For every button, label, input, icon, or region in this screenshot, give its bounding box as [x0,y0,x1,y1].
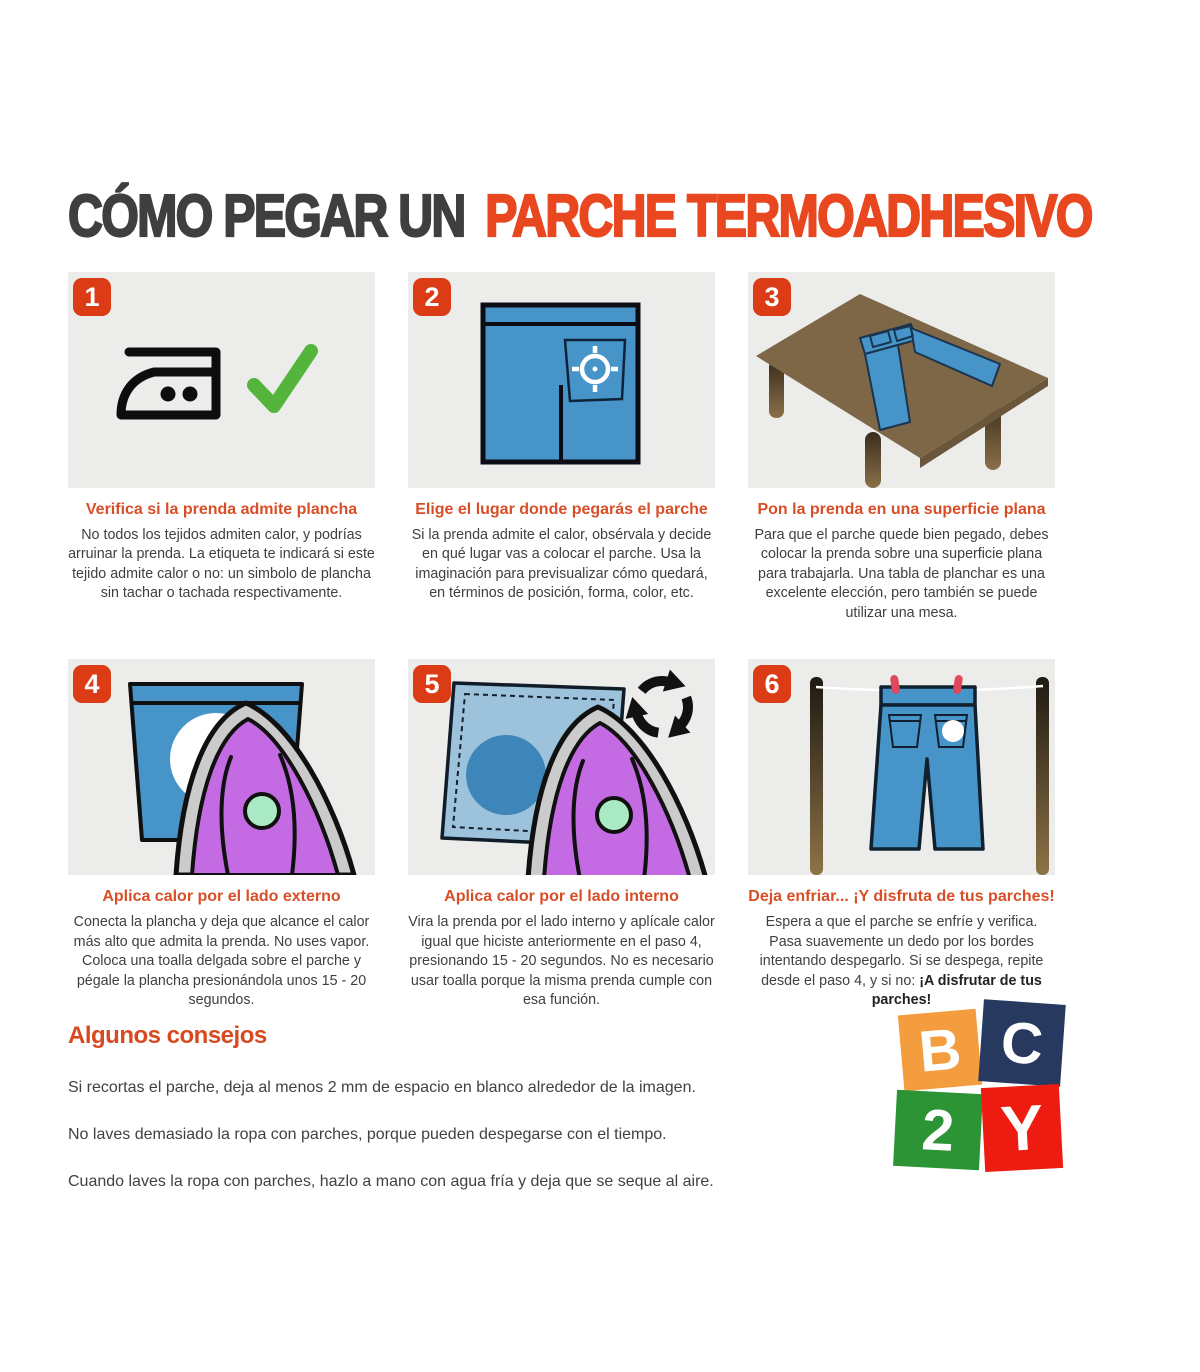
page-title-orange: PARCHE TERMOADHESIVO [485,182,1092,250]
logo-square-2 [893,1090,983,1170]
step-3-body: Para que el parche quede bien pegado, debes colocar la prenda sobre una superficie plana para trabajarla. Una tabla de planchar es una excelente elección, pero también se puede utilizar una mesa. [754,527,1049,621]
iron-on-patch-inner-icon [408,659,715,875]
patch-circle [942,720,964,742]
logo-letter-b: B [916,1015,964,1085]
step-4-heading: Aplica calor por el lado externo [102,888,341,906]
step-2-figure [408,272,715,488]
step-1 [68,272,375,623]
jeans-on-clothesline-icon [748,659,1055,875]
step-6-heading: Deja enfriar... ¡Y disfruta de tus parches! [748,888,1055,906]
step-6 [748,659,1055,1010]
iron-on-patch-outer-icon [68,659,375,875]
step-3-badge: 3 [753,278,791,316]
step-5-badge: 5 [413,665,451,703]
step-1-body: No todos los tejidos admiten calor, y podrías arruinar la prenda. La etiqueta te indicará si este tejido admite calor o no: un simbolo de plancha sin tachar o tachada respectivamente. [68,527,375,602]
step-6-body-bold: ¡A disfrutar de tus parches! [871,972,1042,1008]
step-4-body: Conecta la plancha y deja que alcance el calor más alto que admita la prenda. No uses vapor. Coloca una toalla delgada sobre el parche y pégale la plancha presionándola unos 15 - 20 segundos. [73,914,370,1008]
page-title-black: CÓMO PEGAR UN [68,182,465,250]
page-title [68,181,1200,250]
iron-care-symbol-icon [68,272,375,488]
logo-square-y [981,1084,1063,1172]
logo-letter-y: Y [998,1090,1046,1166]
step-6-badge: 6 [753,665,791,703]
tips-section [68,1022,848,1191]
step-5 [408,659,715,1010]
step-3-heading: Pon la prenda en una superficie plana [757,501,1046,518]
tip-2: No laves demasiado la ropa con parches, porque pueden despegarse con el tiempo. [68,1126,667,1143]
step-5-body: Vira la prenda por el lado interno y aplícale calor igual que hiciste anteriormente en el paso 4, presionando 15 - 20 segundos. No es necesario usar toalla porque la misma prenda cumple con esa función. [408,914,715,1008]
step-3-figure [748,272,1055,488]
step-3 [748,272,1055,623]
steps-grid [68,272,1055,1010]
logo-square-b [898,1009,982,1092]
step-4 [68,659,375,1010]
step-1-figure [68,272,375,488]
garment-target-icon [408,272,715,488]
tip-3: Cuando laves la ropa con parches, hazlo a mano con agua fría y deja que se seque al aire. [68,1173,714,1190]
step-2-body: Si la prenda admite el calor, obsérvala y decide en qué lugar vas a colocar el parche. Usa la imaginación para previsualizar cómo quedará, en términos de posición, forma, color, etc. [411,527,712,602]
tips-heading: Algunos consejos [68,1022,267,1049]
step-6-body-text: Espera a que el parche se enfríe y verifica. Pasa suavemente un dedo por los bordes intentando despegarlo. Si se despega, repite desde el paso 4, y si no: [759,914,1044,989]
step-2-badge: 2 [413,278,451,316]
step-1-heading: Verifica si la prenda admite plancha [85,501,358,518]
step-5-heading: Aplica calor por el lado interno [444,888,679,906]
checkmark-icon [254,351,311,406]
step-2 [408,272,715,623]
logo-square-c [978,999,1066,1087]
logo-letter-c: C [998,1009,1046,1077]
step-6-body [748,913,1055,1010]
step-2-heading: Elige el lugar donde pegarás el parche [415,501,708,518]
step-5-figure [408,659,715,875]
step-1-badge: 1 [73,278,111,316]
step-4-figure [68,659,375,875]
tip-1: Si recortas el parche, deja al menos 2 mm de espacio en blanco alrededor de la imagen. [68,1079,696,1096]
step-4-badge: 4 [73,665,111,703]
table-with-jeans-icon [748,272,1055,488]
step-6-figure [748,659,1055,875]
logo-letter-2: 2 [920,1096,956,1164]
bc2y-logo [893,1000,1065,1172]
